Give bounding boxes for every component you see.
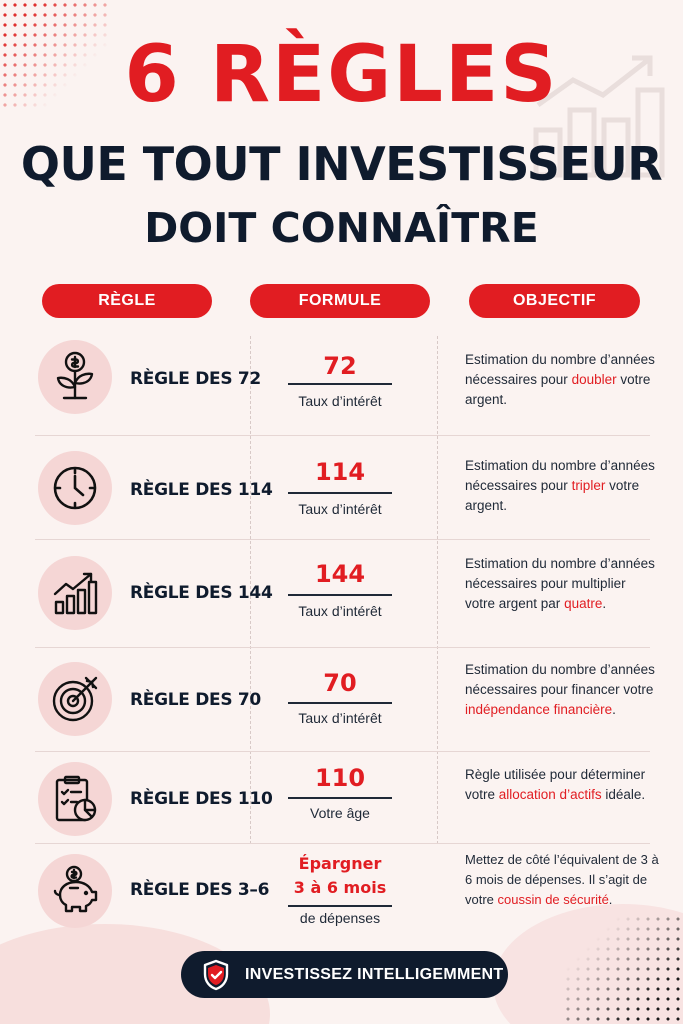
fraction-bar (288, 594, 392, 596)
rule-row-70 (35, 648, 655, 752)
rule-name: RÈGLE DES 144 (130, 583, 273, 603)
money-plant-icon (38, 340, 112, 414)
formula-denominator: Votre âge (310, 805, 370, 821)
formula-denominator: Taux d’intérêt (298, 603, 382, 619)
growth-chart-icon (38, 556, 112, 630)
title-line-1: 6 RÈGLES (124, 30, 559, 120)
clock-icon (38, 451, 112, 525)
formula-numerator: 144 (314, 560, 366, 588)
fraction-bar (288, 797, 392, 799)
header-objective: OBJECTIF (469, 284, 640, 318)
formula-numerator: 110 (314, 764, 366, 792)
title-line-2: QUE TOUT INVESTISSEUR (20, 137, 663, 191)
formula-denominator: Taux d’intérêt (298, 710, 382, 726)
fraction-bar (288, 492, 392, 494)
formula-numerator: 70 (323, 669, 357, 697)
cta-badge (181, 951, 508, 998)
header-rule: RÈGLE (42, 284, 212, 318)
objective-text: Estimation du nombre d’années nécessaires pour doubler votre argent. (465, 352, 655, 407)
rule-row-72 (35, 336, 655, 436)
piggy-bank-icon (38, 854, 112, 928)
objective-text: Mettez de côté l’équivalent de 3 à 6 mois de dépenses. Il s’agit de votre coussin de sécurité. (465, 852, 659, 907)
formula-numerator: 114 (314, 458, 366, 486)
formula-denominator: Taux d’intérêt (298, 501, 382, 517)
rule-name: RÈGLE DES 3–6 (130, 880, 270, 900)
target-icon (38, 662, 112, 736)
objective-text: Estimation du nombre d’années nécessaires pour multiplier votre argent par quatre. (465, 556, 655, 611)
fraction-bar (288, 905, 392, 907)
objective-text: Estimation du nombre d’années nécessaires pour financer votre indépendance financière. (465, 662, 655, 717)
fraction-bar (288, 702, 392, 704)
rule-name: RÈGLE DES 72 (130, 369, 261, 389)
fraction-bar (288, 383, 392, 385)
rule-row-144 (35, 540, 655, 648)
rule-row-114 (35, 436, 655, 540)
objective-text: Estimation du nombre d’années nécessaires pour tripler votre argent. (465, 458, 655, 513)
formula-numerator-line-1: Épargner (298, 854, 382, 873)
rule-name: RÈGLE DES 114 (130, 480, 273, 500)
rule-row-3-6 (35, 844, 659, 940)
clipboard-pie-icon (38, 762, 112, 836)
formula-denominator: de dépenses (299, 910, 381, 926)
objective-text: Règle utilisée pour déterminer votre allocation d’actifs idéale. (465, 767, 646, 802)
rule-name: RÈGLE DES 70 (130, 690, 261, 710)
header-formula: FORMULE (250, 284, 430, 318)
formula-numerator-line-2: 3 à 6 mois (293, 878, 387, 897)
title-line-3: DOIT CONNAÎTRE (144, 204, 539, 252)
shield-check-icon (201, 959, 231, 991)
formula-denominator: Taux d’intérêt (298, 393, 382, 409)
rule-name: RÈGLE DES 110 (130, 789, 273, 809)
rule-row-110 (35, 752, 650, 844)
cta-label: INVESTISSEZ INTELLIGEMMENT (245, 965, 504, 983)
formula-numerator: 72 (323, 352, 357, 380)
